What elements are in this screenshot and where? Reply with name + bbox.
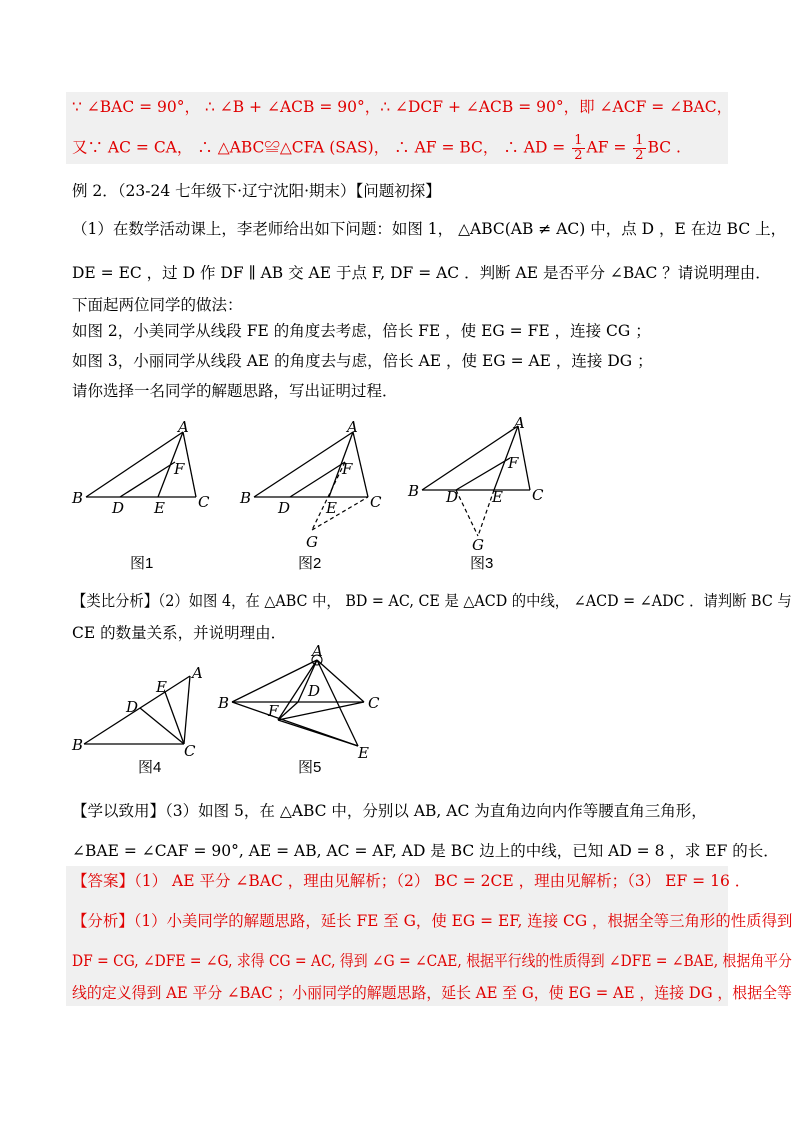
fig1-side-ac bbox=[183, 432, 196, 497]
fig4-label-e: E bbox=[156, 678, 167, 696]
fig2-label-d: D bbox=[278, 499, 291, 517]
fig2-label-e: E bbox=[326, 499, 337, 517]
fig3-segment-df bbox=[456, 458, 510, 490]
question-1-line-5: 如图 3，小丽同学从线段 AE 的角度去与虑，倍长 AE ，使 EG = AE ，连接 DG ； bbox=[72, 352, 653, 370]
question-1-line-3: 下面起两位同学的做法： bbox=[72, 296, 243, 314]
fig3-label-a: A bbox=[514, 414, 525, 432]
fig1-label-a: A bbox=[178, 418, 189, 436]
fig2-caption: 图2 bbox=[298, 555, 322, 572]
analysis-line-2: DF = CG, ∠DFE = ∠G, 求得 CG = AC, 得到 ∠G = ∠CAE, 根据平行线的性质得到 ∠DFE = ∠BAE, 根据角平分 bbox=[72, 952, 792, 970]
figure-2 bbox=[240, 420, 400, 555]
question-3-line-1: 【学以致用】（3）如图 5，在 △ABC 中，分别以 AB, AC 为直角边向内作等腰直角三角形， bbox=[72, 802, 707, 820]
question-1-line-4: 如图 2，小美同学从线段 FE 的角度去考虑，倍长 FE ，使 EG = FE ，连接 CG ； bbox=[72, 322, 651, 340]
fraction-2: $\frac{1}{2}$ bbox=[635, 133, 644, 163]
fig3-label-b: B bbox=[408, 482, 420, 500]
fig1-caption: 图1 bbox=[130, 555, 154, 572]
solution-line-2-b: AF = bbox=[586, 138, 632, 157]
fig3-side-ab bbox=[422, 426, 518, 490]
analysis-line-1: 【分析】（1）小美同学的解题思路，延长 FE 至 G，使 EG = EF, 连接 CG ，根据全等三角形的性质得到 bbox=[72, 912, 793, 930]
fig4-caption: 图4 bbox=[138, 759, 162, 776]
figure-1 bbox=[70, 420, 230, 520]
fig1-label-d: D bbox=[112, 499, 125, 517]
solution-line-2 bbox=[72, 134, 681, 163]
example-title: 例 2．（23-24 七年级下·辽宁沈阳·期末）【问题初探】 bbox=[72, 182, 441, 200]
fig3-label-e: E bbox=[492, 488, 503, 506]
fig5-label-c: C bbox=[368, 694, 380, 712]
fig5-side-ab bbox=[232, 660, 317, 702]
fig4-label-a: A bbox=[192, 664, 203, 682]
figure-3 bbox=[408, 414, 568, 554]
fig2-side-ab bbox=[254, 432, 353, 497]
solution-line-2-a: 又∵ AC = CA， ∴ △ABC≌△CFA (SAS)， ∴ AF = BC， ∴ AD = bbox=[72, 138, 571, 157]
fig4-label-d: D bbox=[126, 698, 139, 716]
fig3-label-d: D bbox=[446, 488, 459, 506]
fig1-label-c: C bbox=[198, 493, 210, 511]
fig5-segment-fe bbox=[278, 720, 358, 746]
fig4-label-b: B bbox=[72, 736, 84, 754]
fig2-label-b: B bbox=[240, 489, 252, 507]
fig2-label-a: A bbox=[347, 418, 358, 436]
question-1-line-2: DE = EC ，过 D 作 DF ∥ AB 交 AE 于点 F, DF = AC ．判断 AE 是否平分 ∠BAC ？请说明理由． bbox=[72, 264, 771, 282]
figure-4 bbox=[72, 664, 222, 764]
fig5-caption: 图5 bbox=[298, 759, 322, 776]
fig3-label-c: C bbox=[532, 486, 544, 504]
fig5-label-a: A bbox=[312, 642, 323, 660]
fig3-dashed-dg bbox=[456, 490, 478, 536]
solution-line-1: ∵ ∠BAC = 90°， ∴ ∠B + ∠ACB = 90°，∴ ∠DCF + ∠ACB = 90°，即 ∠ACF = ∠BAC， bbox=[72, 98, 733, 116]
fig5-segment-ae bbox=[317, 660, 358, 746]
fig4-label-c: C bbox=[184, 742, 196, 760]
fig1-label-b: B bbox=[72, 489, 84, 507]
fig5-label-b: B bbox=[218, 694, 230, 712]
fraction-1: $\frac{1}{2}$ bbox=[574, 133, 583, 163]
fig2-label-g: G bbox=[306, 533, 318, 551]
fig2-label-c: C bbox=[370, 493, 382, 511]
fig1-segment-df bbox=[120, 462, 175, 497]
fig2-label-f: F bbox=[342, 460, 353, 478]
solution-line-2-c: BC . bbox=[647, 138, 681, 157]
fig5-label-f: F bbox=[268, 702, 279, 720]
fig3-caption: 图3 bbox=[470, 555, 494, 572]
fig5-label-e: E bbox=[358, 744, 369, 762]
fig1-label-f: F bbox=[174, 460, 185, 478]
fig4-side-ac bbox=[184, 676, 190, 744]
question-2-line-1: 【类比分析】（2）如图 4，在 △ABC 中， BD = AC, CE 是 △ACD 的中线， ∠ACD = ∠ADC ．请判断 BC 与 bbox=[72, 592, 792, 610]
fig2-side-ac bbox=[353, 432, 368, 497]
analysis-line-3: 线的定义得到 AE 平分 ∠BAC ；小丽同学的解题思路，延长 AE 至 G，使 EG = AE ，连接 DG ，根据全等 bbox=[72, 984, 792, 1002]
fig5-label-d: D bbox=[308, 682, 321, 700]
figure-5 bbox=[216, 642, 391, 762]
fig1-label-e: E bbox=[154, 499, 165, 517]
question-3-line-2: ∠BAE = ∠CAF = 90°, AE = AB, AC = AF, AD 是 BC 边上的中线，已知 AD = 8 ，求 EF 的长． bbox=[72, 842, 779, 860]
question-1-line-6: 请你选择一名同学的解题思路，写出证明过程． bbox=[72, 382, 398, 400]
fig3-label-f: F bbox=[508, 454, 519, 472]
fig3-side-ac bbox=[518, 426, 530, 490]
fig5-segment-fc bbox=[278, 702, 364, 720]
question-1-line-1: （1）在数学活动课上，李老师给出如下问题：如图 1， △ABC(AB ≠ AC) 中，点 D ，E 在边 BC 上， bbox=[72, 220, 787, 238]
fig3-label-g: G bbox=[472, 536, 484, 554]
fig5-side-ac bbox=[317, 660, 364, 702]
answer-line: 【答案】（1） AE 平分 ∠BAC ，理由见解析；（2） BC = 2CE ，理由见解析；（3） EF = 16 ． bbox=[72, 872, 751, 890]
question-2-line-2: CE 的数量关系，并说明理由． bbox=[72, 624, 287, 642]
